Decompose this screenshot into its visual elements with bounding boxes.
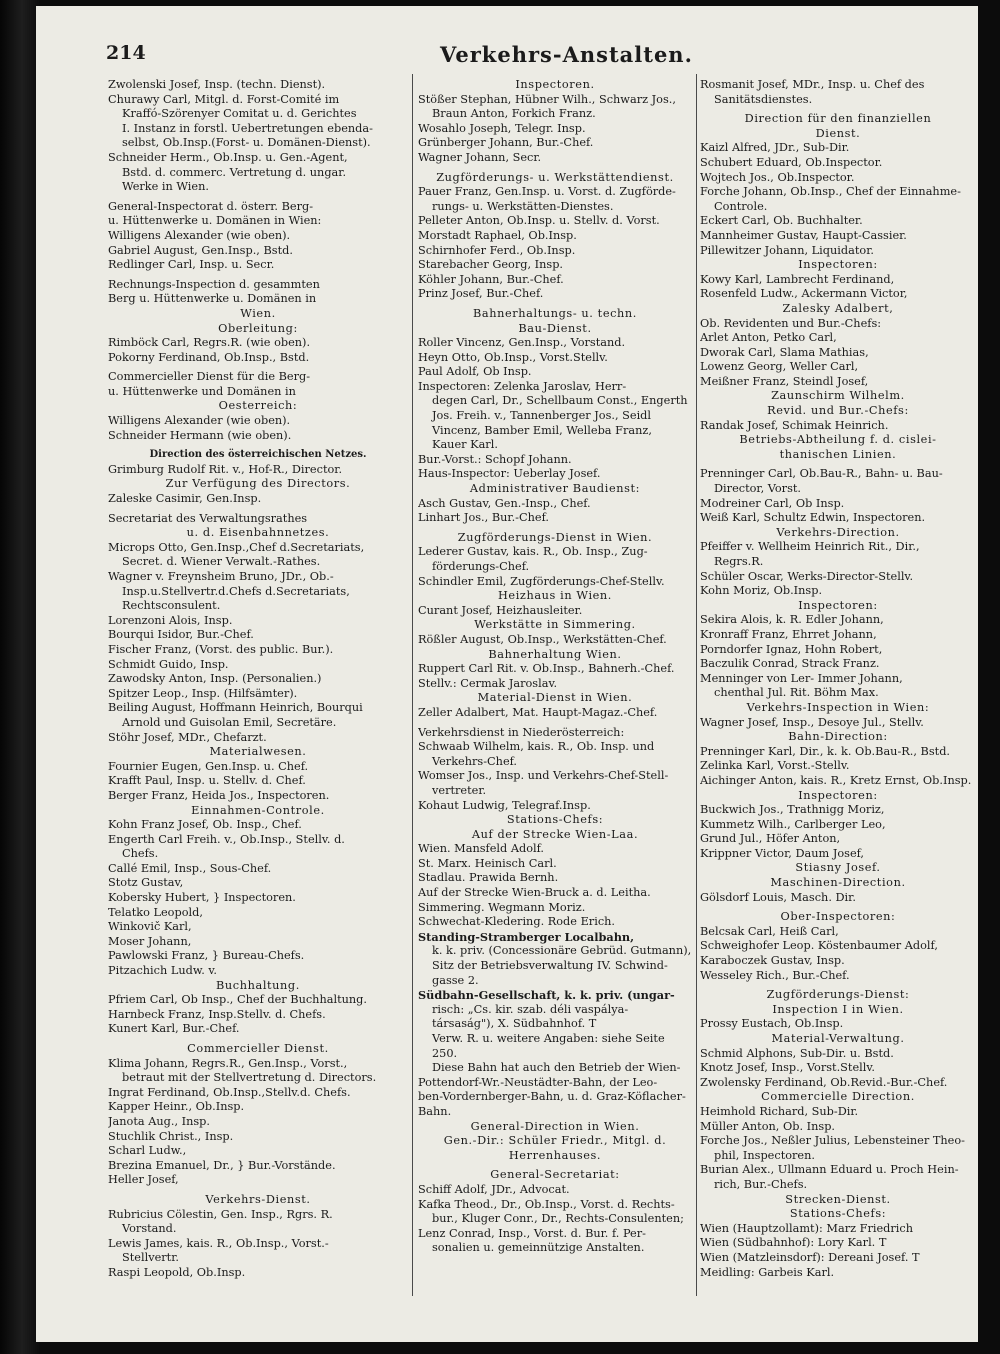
text-line: Stations-Chefs: <box>789 1207 887 1221</box>
text-line: Auf der Strecke Wien-Bruck a. d. Leitha. <box>418 886 651 900</box>
text-line: Heizhaus in Wien. <box>497 589 613 603</box>
text-line: Belcsak Carl, Heiß Carl, <box>700 924 839 938</box>
text-line: Herrenhauses. <box>508 1148 602 1162</box>
text-line: Callé Emil, Insp., Sous-Chef. <box>108 861 272 875</box>
text-line: Arnold und Guisolan Emil, Secretäre. <box>122 715 337 729</box>
text-line: General-Direction in Wien. <box>470 1119 640 1133</box>
text-line: Baczulik Conrad, Strack Franz. <box>700 657 880 671</box>
text-line: Schmid Alphons, Sub-Dir. u. Bstd. <box>700 1046 894 1060</box>
text-line: Wagner Josef, Insp., Desoye Jul., Stellv. <box>700 715 924 729</box>
text-line: betraut mit der Stellvertretung d. Directors. <box>122 1071 377 1085</box>
text-line: Zawodsky Anton, Insp. (Personalien.) <box>108 672 322 686</box>
text-line: Zeller Adalbert, Mat. Haupt-Magaz.-Chef. <box>418 705 658 719</box>
text-line: Schüler Oscar, Werks-Director-Stellv. <box>700 569 914 583</box>
text-line: Prossy Eustach, Ob.Insp. <box>700 1017 844 1031</box>
text-line: Redlinger Carl, Insp. u. Secr. <box>108 258 275 272</box>
text-line: Pfeiffer v. Wellheim Heinrich Rit., Dir., <box>700 540 920 554</box>
text-line: Wagner Johann, Secr. <box>418 150 542 164</box>
text-line: I. Instanz in forstl. Uebertretungen ebenda- <box>122 121 373 135</box>
text-line: Commercieller Dienst. <box>187 1042 329 1055</box>
text-line: Krafft Paul, Insp. u. Stellv. d. Chef. <box>108 774 306 788</box>
text-line: General-Inspectorat d. österr. Berg- <box>108 199 314 213</box>
text-line: Pfriem Carl, Ob Insp., Chef der Buchhaltung. <box>108 993 367 1007</box>
text-line: Pelleter Anton, Ob.Insp. u. Stellv. d. Vorst. <box>418 214 660 228</box>
text-line: Wien. Mansfeld Adolf. <box>418 842 545 856</box>
text-line: u. d. Eisenbahnnetzes. <box>186 526 330 540</box>
text-line: bur., Kluger Conr., Dr., Rechts-Consulenten; <box>432 1212 684 1226</box>
text-line: Harnbeck Franz, Insp.Stellv. d. Chefs. <box>108 1007 326 1021</box>
text-line: Engerth Carl Freih. v., Ob.Insp., Stellv. d. <box>108 832 345 846</box>
text-line: Chefs. <box>122 847 159 861</box>
text-line: Stellv.: Cermak Jaroslav. <box>418 676 558 690</box>
text-line: Kaizl Alfred, JDr., Sub-Dir. <box>700 141 850 155</box>
text-line: Zugförderungs-Dienst: <box>766 988 910 1002</box>
text-line: Dworak Carl, Slama Mathias, <box>700 345 869 359</box>
text-line: Stellvertr. <box>122 1251 179 1265</box>
text-line: Kunert Karl, Bur.-Chef. <box>108 1022 240 1036</box>
text-line: Arlet Anton, Petko Carl, <box>700 331 837 345</box>
text-line: Commercielle Direction. <box>761 1090 915 1104</box>
column-right <box>700 78 976 1323</box>
text-line: u. Hüttenwerke und Domänen in <box>108 384 296 398</box>
text-line: Berger Franz, Heida Jos., Inspectoren. <box>108 788 330 802</box>
text-line: Berg u. Hüttenwerke u. Domänen in <box>108 292 317 306</box>
text-line: Kraffó-Szörenyer Comitat u. d. Gerichtes <box>122 107 357 121</box>
text-line: Kohaut Ludwig, Telegraf.Insp. <box>418 798 591 812</box>
text-line: Knotz Josef, Insp., Vorst.Stellv. <box>700 1061 875 1075</box>
text-line: Lowenz Georg, Weller Carl, <box>700 360 859 374</box>
text-line: Gabriel August, Gen.Insp., Bstd. <box>108 243 293 257</box>
book-binding <box>0 0 40 1354</box>
text-line: Bourqui Isidor, Bur.-Chef. <box>108 628 254 642</box>
text-line: társaság"), X. Südbahnhof. T <box>432 1017 597 1031</box>
text-line: Zwolensky Ferdinand, Ob.Revid.-Bur.-Chef. <box>700 1075 948 1089</box>
text-line: Pawlowski Franz, } Bureau-Chefs. <box>108 949 305 963</box>
text-line: Sanitätsdienstes. <box>714 92 813 106</box>
text-line: Curant Josef, Heizhausleiter. <box>418 603 583 617</box>
text-line: Wosahlo Joseph, Telegr. Insp. <box>418 121 586 135</box>
text-line: Meißner Franz, Steindl Josef, <box>700 374 869 388</box>
text-line: Kauer Karl. <box>432 438 498 452</box>
text-line: Bur.-Vorst.: Schopf Johann. <box>418 452 572 466</box>
text-line: Schmidt Guido, Insp. <box>108 657 229 671</box>
text-line: Telatko Leopold, <box>108 905 203 919</box>
text-line: Director, Vorst. <box>714 482 802 496</box>
text-line: Verkehrs-Inspection in Wien: <box>746 700 930 714</box>
text-line: Secret. d. Wiener Verwalt.-Rathes. <box>122 555 321 569</box>
text-line: Zugförderungs- u. Werkstättendienst. <box>436 170 674 184</box>
text-line: risch: „Cs. kir. szab. déli vaspálya- <box>432 1002 629 1016</box>
text-line: Fournier Eugen, Gen.Insp. u. Chef. <box>108 759 309 773</box>
text-line: rich, Bur.-Chefs. <box>714 1177 808 1191</box>
text-line: Lederer Gustav, kais. R., Ob. Insp., Zug- <box>418 545 648 559</box>
text-line: Paul Adolf, Ob Insp. <box>418 365 532 379</box>
text-line: Forche Jos., Neßler Julius, Lebensteiner Theo- <box>700 1134 965 1148</box>
text-line: Inspectoren. <box>515 78 595 91</box>
text-line: Stiasny Josef. <box>795 861 881 875</box>
text-line: Weiß Karl, Schultz Edwin, Inspectoren. <box>700 511 926 525</box>
text-line: vertreter. <box>432 783 487 797</box>
text-line: Churawy Carl, Mitgl. d. Forst-Comité im <box>108 92 340 106</box>
text-line: Pottendorf-Wr.-Neustädter-Bahn, der Leo- <box>418 1075 658 1089</box>
text-line: Morstadt Raphael, Ob.Insp. <box>418 228 577 242</box>
text-line: Menninger von Ler- Immer Johann, <box>700 671 903 685</box>
text-line: Kohn Moriz, Ob.Insp. <box>700 584 823 598</box>
text-line: Moser Johann, <box>108 934 192 948</box>
text-line: Zalesky Adalbert, <box>782 301 894 315</box>
text-line: Willigens Alexander (wie oben). <box>108 414 291 428</box>
text-line: Roller Vincenz, Gen.Insp., Vorstand. <box>418 336 626 350</box>
text-line: Grimburg Rudolf Rit. v., Hof-R., Director. <box>108 462 343 476</box>
text-line: Krippner Victor, Daum Josef, <box>700 846 865 860</box>
text-line: Bstd. d. commerc. Vertretung d. ungar. <box>122 165 347 179</box>
text-line: Oesterreich: <box>218 399 298 413</box>
text-line: Südbahn-Gesellschaft, k. k. priv. (ungar- <box>418 988 675 1003</box>
text-line: Einnahmen-Controle. <box>191 803 325 817</box>
text-line: Gen.-Dir.: Schüler Friedr., Mitgl. d. <box>443 1134 667 1148</box>
text-line: Ober-Inspectoren: <box>780 910 896 924</box>
text-line: Zwolenski Josef, Insp. (techn. Dienst). <box>108 78 326 91</box>
text-line: Stotz Gustav, <box>108 876 184 890</box>
text-line: Schiff Adolf, JDr., Advocat. <box>418 1182 570 1196</box>
text-line: Stößer Stephan, Hübner Wilh., Schwarz Jos., <box>418 92 676 106</box>
text-line: Verkehrsdienst in Niederösterreich: <box>418 725 625 739</box>
text-line: Braun Anton, Forkich Franz. <box>432 107 596 121</box>
text-line: Auf der Strecke Wien-Laa. <box>471 827 639 841</box>
text-line: Verkehrs-Chef. <box>432 754 518 768</box>
text-line: Schweighofer Leop. Köstenbaumer Adolf, <box>700 939 938 953</box>
text-line: Pokorny Ferdinand, Ob.Insp., Bstd. <box>108 350 310 364</box>
text-line: Linhart Jos., Bur.-Chef. <box>418 511 549 525</box>
text-line: Controle. <box>714 199 768 213</box>
text-line: Haus-Inspector: Ueberlay Josef. <box>418 467 601 481</box>
column-rule <box>412 74 413 1296</box>
text-line: Wien (Südbahnhof): Lory Karl. T <box>700 1236 887 1250</box>
text-line: Administrativer Baudienst: <box>469 482 641 496</box>
text-line: sonalien u. gemeinnützige Anstalten. <box>432 1241 645 1255</box>
text-line: Porndorfer Ignaz, Hohn Robert, <box>700 642 883 656</box>
text-line: Inspection I in Wien. <box>772 1002 904 1016</box>
text-line: Buchhaltung. <box>216 978 300 992</box>
text-line: Vorstand. <box>122 1222 177 1236</box>
text-line: Willigens Alexander (wie oben). <box>108 228 291 242</box>
text-line: Dienst. <box>815 126 861 140</box>
text-line: Wagner v. Freynsheim Bruno, JDr., Ob.- <box>108 570 334 583</box>
text-line: Köhler Johann, Bur.-Chef. <box>418 272 564 286</box>
text-line: rungs- u. Werkstätten-Dienstes. <box>432 199 614 213</box>
text-line: Wien (Matzleinsdorf): Dereani Josef. T <box>700 1250 920 1264</box>
text-line: Randak Josef, Schimak Heinrich. <box>700 418 889 432</box>
text-line: Rechnungs-Inspection d. gesammten <box>108 277 320 291</box>
text-line: Verkehrs-Direction. <box>776 525 900 539</box>
text-line: Regrs.R. <box>714 555 764 568</box>
text-line: Maschinen-Direction. <box>770 876 906 890</box>
text-line: Ingrat Ferdinand, Ob.Insp.,Stellv.d. Chefs. <box>108 1085 351 1099</box>
text-line: Heimhold Richard, Sub-Dir. <box>700 1104 859 1118</box>
text-line: Burian Alex., Ullmann Eduard u. Proch Hein- <box>700 1163 959 1177</box>
text-line: chenthal Jul. Rit. Böhm Max. <box>714 686 879 700</box>
text-line: Beiling August, Hoffmann Heinrich, Bourqui <box>108 701 363 715</box>
text-line: k. k. priv. (Concessionäre Gebrüd. Gutmann), <box>432 944 692 958</box>
text-line: Stuchlik Christ., Insp. <box>108 1129 234 1143</box>
text-line: Bahn-Direction: <box>788 730 888 744</box>
text-line: Prenninger Carl, Ob.Bau-R., Bahn- u. Bau- <box>700 467 943 481</box>
text-line: Zur Verfügung des Directors. <box>165 477 351 491</box>
text-line: Commercieller Dienst für die Berg- <box>108 370 311 384</box>
text-line: Meidling: Garbeis Karl. <box>700 1265 835 1279</box>
text-line: Inspectoren: Zelenka Jaroslav, Herr- <box>418 379 627 393</box>
text-line: Starebacher Georg, Insp. <box>418 258 564 272</box>
text-line: Kowy Karl, Lambrecht Ferdinand, <box>700 272 895 286</box>
text-line: Ob. Revidenten und Bur.-Chefs: <box>700 316 882 330</box>
text-line: Kafka Theod., Dr., Ob.Insp., Vorst. d. Rechts- <box>418 1197 675 1211</box>
text-line: Microps Otto, Gen.Insp.,Chef d.Secretariats, <box>108 540 365 554</box>
text-line: Sitz der Betriebsverwaltung IV. Schwind- <box>432 959 668 973</box>
text-line: Gölsdorf Louis, Masch. Dir. <box>700 890 856 904</box>
text-line: Materialwesen. <box>209 745 307 759</box>
text-line: Wien (Hauptzollamt): Marz Friedrich <box>700 1221 914 1235</box>
text-line: Direction des österreichischen Netzes. <box>149 449 367 461</box>
text-line: gasse 2. <box>432 973 479 987</box>
text-line: Wien. <box>240 306 276 320</box>
text-line: Lewis James, kais. R., Ob.Insp., Vorst.- <box>108 1236 329 1250</box>
text-line: Kobersky Hubert, } Inspectoren. <box>108 891 296 905</box>
text-line: Stations-Chefs: <box>506 813 604 827</box>
text-line: Verw. R. u. weitere Angaben: siehe Seite <box>432 1032 665 1045</box>
text-line: Secretariat des Verwaltungsrathes <box>108 511 308 525</box>
text-line: Vincenz, Bamber Emil, Welleba Franz, <box>432 423 652 437</box>
text-line: förderungs-Chef. <box>432 560 530 573</box>
text-line: Diese Bahn hat auch den Betrieb der Wien- <box>432 1061 681 1075</box>
text-line: Zelinka Karl, Vorst.-Stellv. <box>700 759 850 773</box>
text-line: Modreiner Carl, Ob Insp. <box>700 496 845 510</box>
text-line: Inspectoren: <box>798 598 878 612</box>
text-line: Werkstätte in Simmering. <box>474 618 636 632</box>
text-line: Zugförderungs-Dienst in Wien. <box>457 530 653 544</box>
text-line: Schwechat-Kledering. Rode Erich. <box>418 915 616 929</box>
text-line: Bahnerhaltungs- u. techn. <box>473 306 637 320</box>
text-line: Inspectoren: <box>798 788 878 802</box>
text-line: Heyn Otto, Ob.Insp., Vorst.Stellv. <box>418 350 608 364</box>
text-line: Rosenfeld Ludw., Ackermann Victor, <box>700 287 908 301</box>
text-line: Inspectoren: <box>798 258 878 272</box>
text-line: Brezina Emanuel, Dr., } Bur.-Vorstände. <box>108 1158 336 1172</box>
column-left <box>108 78 408 1323</box>
text-line: Revid. und Bur.-Chefs: <box>767 404 909 418</box>
text-line: Janota Aug., Insp. <box>108 1114 211 1128</box>
text-line: Wesseley Rich., Bur.-Chef. <box>700 968 850 982</box>
text-line: Buckwich Jos., Trathnigg Moriz, <box>700 803 885 817</box>
text-line: Kummetz Wilh., Carlberger Leo, <box>700 817 886 831</box>
text-line: Aichinger Anton, kais. R., Kretz Ernst, Ob.Insp. <box>700 773 972 787</box>
text-line: Rosmanit Josef, MDr., Insp. u. Chef des <box>700 78 925 91</box>
text-line: Bahn. <box>418 1104 452 1118</box>
text-line: Winkovič Karl, <box>108 920 192 934</box>
text-line: Schirnhofer Ferd., Ob.Insp. <box>418 243 576 257</box>
text-line: Karaboczek Gustav, Insp. <box>700 954 845 968</box>
text-line: u. Hüttenwerke u. Domänen in Wien: <box>108 214 322 228</box>
text-line: Scharl Ludw., <box>108 1144 187 1158</box>
text-line: Oberleitung: <box>218 321 298 335</box>
text-line: Kohn Franz Josef, Ob. Insp., Chef. <box>108 818 302 832</box>
text-line: Womser Jos., Insp. und Verkehrs-Chef-Stell- <box>418 769 669 783</box>
text-line: Heller Josef, <box>108 1173 179 1187</box>
text-line: Eckert Carl, Ob. Buchhalter. <box>700 214 863 228</box>
text-line: Rößler August, Ob.Insp., Werkstätten-Chef. <box>418 632 667 646</box>
text-line: Material-Verwaltung. <box>771 1032 905 1045</box>
text-line: Kronraff Franz, Ehrret Johann, <box>700 627 877 641</box>
text-line: Bahnerhaltung Wien. <box>488 647 622 661</box>
text-line: Lorenzoni Alois, Insp. <box>108 613 233 627</box>
text-line: Simmering. Wegmann Moriz. <box>418 900 586 914</box>
text-line: Klima Johann, Regrs.R., Gen.Insp., Vorst., <box>108 1056 348 1070</box>
text-line: Bau-Dienst. <box>518 321 592 335</box>
text-line: Pauer Franz, Gen.Insp. u. Vorst. d. Zugförde- <box>418 185 676 199</box>
text-line: Schindler Emil, Zugförderungs-Chef-Stellv. <box>418 574 665 588</box>
text-line: Standing-Stramberger Localbahn, <box>418 929 635 944</box>
text-line: Ruppert Carl Rit. v. Ob.Insp., Bahnerh.-Chef. <box>418 662 675 676</box>
text-line: Direction für den finanziellen <box>744 112 932 126</box>
text-line: Zaleske Casimir, Gen.Insp. <box>108 492 262 506</box>
text-line: General-Secretariat: <box>490 1168 620 1182</box>
text-line: Jos. Freih. v., Tannenberger Jos., Seidl <box>432 409 652 423</box>
text-line: Grünberger Johann, Bur.-Chef. <box>418 136 594 150</box>
text-line: Schneider Herm., Ob.Insp. u. Gen.-Agent, <box>108 150 348 164</box>
text-line: Lenz Conrad, Insp., Vorst. d. Bur. f. Per- <box>418 1226 646 1240</box>
page-title: Verkehrs-Anstalten. <box>440 42 693 67</box>
text-line: Fischer Franz, (Vorst. des public. Bur.). <box>108 642 334 656</box>
text-line: Rubricius Cölestin, Gen. Insp., Rgrs. R. <box>108 1207 333 1221</box>
text-line: Spitzer Leop., Insp. (Hilfsämter). <box>108 686 298 700</box>
text-line: Stöhr Josef, MDr., Chefarzt. <box>108 730 267 744</box>
text-line: Pitzachich Ludw. v. <box>108 964 218 978</box>
document-page <box>36 6 978 1342</box>
text-line: Sekira Alois, k. R. Edler Johann, <box>700 613 884 627</box>
text-line: Prenninger Karl, Dir., k. k. Ob.Bau-R., Bstd. <box>700 744 951 758</box>
text-line: Kapper Heinr., Ob.Insp. <box>108 1100 245 1114</box>
text-line: thanischen Linien. <box>779 447 897 461</box>
text-line: Grund Jul., Höfer Anton, <box>700 832 841 846</box>
text-line: Prinz Josef, Bur.-Chef. <box>418 287 544 301</box>
column-middle <box>418 78 692 1323</box>
text-line: Schneider Hermann (wie oben). <box>108 428 292 442</box>
text-line: Müller Anton, Ob. Insp. <box>700 1119 836 1133</box>
text-line: St. Marx. Heinisch Carl. <box>418 856 557 870</box>
text-line: Verkehrs-Dienst. <box>205 1192 311 1206</box>
text-line: Pillewitzer Johann, Liquidator. <box>700 243 874 257</box>
text-line: Wojtech Jos., Ob.Inspector. <box>700 170 855 184</box>
text-line: Zaunschirm Wilhelm. <box>771 389 905 403</box>
text-line: Asch Gustav, Gen.-Insp., Chef. <box>418 496 591 510</box>
text-line: degen Carl, Dr., Schellbaum Const., Engerth <box>432 394 688 408</box>
text-line: Schwaab Wilhelm, kais. R., Ob. Insp. und <box>418 740 655 754</box>
text-line: Betriebs-Abtheilung f. d. cislei- <box>739 433 937 447</box>
text-line: selbst, Ob.Insp.(Forst- u. Domänen-Dienst). <box>122 136 371 150</box>
text-line: Forche Johann, Ob.Insp., Chef der Einnahme- <box>700 185 961 199</box>
text-line: Rimböck Carl, Regrs.R. (wie oben). <box>108 336 311 350</box>
text-line: Werke in Wien. <box>122 180 209 194</box>
text-line: phil, Inspectoren. <box>714 1148 815 1162</box>
text-line: 250. <box>432 1046 458 1060</box>
text-line: Strecken-Dienst. <box>785 1192 891 1206</box>
column-rule <box>696 74 697 1296</box>
text-line: Insp.u.Stellvertr.d.Chefs d.Secretariats, <box>122 584 350 598</box>
text-line: ben-Vordernberger-Bahn, u. d. Graz-Köflacher- <box>418 1090 686 1104</box>
page-number: 214 <box>106 42 146 64</box>
text-line: Rechtsconsulent. <box>122 599 221 613</box>
text-line: Stadlau. Prawida Bernh. <box>418 871 559 885</box>
text-line: Material-Dienst in Wien. <box>477 691 633 705</box>
text-line: Raspi Leopold, Ob.Insp. <box>108 1265 246 1279</box>
text-line: Mannheimer Gustav, Haupt-Cassier. <box>700 228 907 242</box>
text-line: Schubert Eduard, Ob.Inspector. <box>700 155 883 169</box>
